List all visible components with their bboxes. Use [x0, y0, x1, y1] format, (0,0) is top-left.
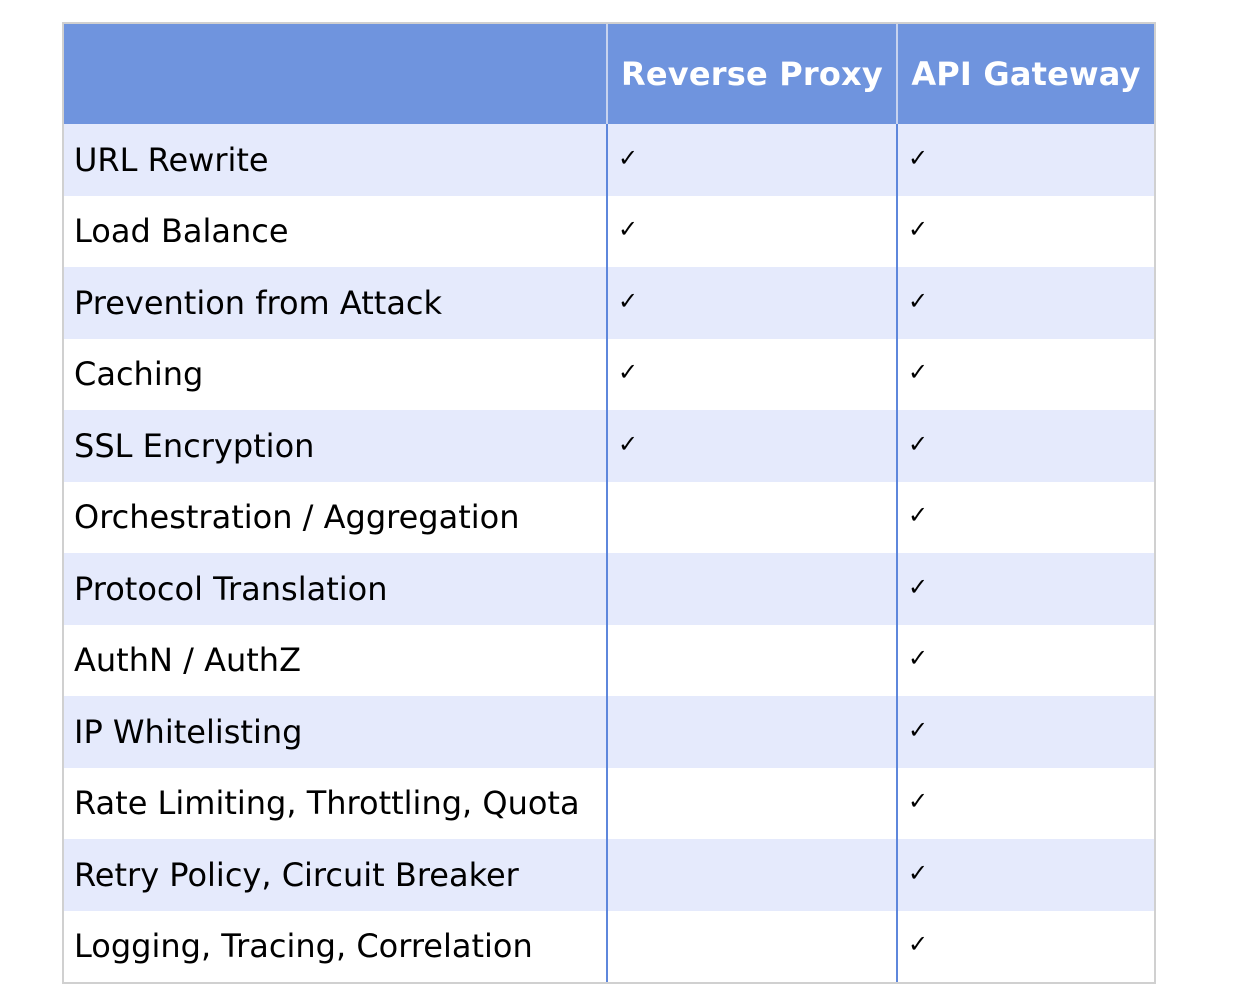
api-gateway-check: ✓ — [897, 196, 1154, 268]
table-header — [64, 24, 1154, 124]
table-row — [64, 553, 1154, 625]
api-gateway-check: ✓ — [897, 482, 1154, 554]
table-body — [64, 124, 1154, 982]
api-gateway-check: ✓ — [897, 911, 1154, 983]
reverse-proxy-check — [607, 696, 897, 768]
api-gateway-check: ✓ — [897, 410, 1154, 482]
reverse-proxy-check: ✓ — [607, 410, 897, 482]
feature-cell: Retry Policy, Circuit Breaker — [74, 855, 519, 894]
reverse-proxy-check — [607, 482, 897, 554]
table-row — [64, 911, 1154, 983]
feature-cell: SSL Encryption — [74, 426, 315, 465]
table-row — [64, 839, 1154, 911]
reverse-proxy-check — [607, 553, 897, 625]
reverse-proxy-check — [607, 768, 897, 840]
table-row — [64, 196, 1154, 268]
api-gateway-check: ✓ — [897, 625, 1154, 697]
api-gateway-check: ✓ — [897, 339, 1154, 411]
api-gateway-check: ✓ — [897, 267, 1154, 339]
comparison-table-container — [62, 22, 1156, 984]
table-row — [64, 267, 1154, 339]
table-row — [64, 339, 1154, 411]
feature-cell: Caching — [74, 355, 204, 394]
reverse-proxy-check: ✓ — [607, 196, 897, 268]
table-row — [64, 768, 1154, 840]
api-gateway-check: ✓ — [897, 696, 1154, 768]
reverse-proxy-check: ✓ — [607, 267, 897, 339]
api-gateway-check: ✓ — [897, 839, 1154, 911]
reverse-proxy-check: ✓ — [607, 124, 897, 196]
feature-cell: Prevention from Attack — [74, 283, 443, 322]
table-row — [64, 696, 1154, 768]
feature-cell: Load Balance — [74, 212, 289, 251]
comparison-table — [64, 24, 1154, 982]
header-api-gateway: API Gateway — [911, 55, 1141, 93]
feature-cell: Rate Limiting, Throttling, Quota — [74, 784, 580, 823]
header-reverse-proxy: Reverse Proxy — [607, 24, 897, 124]
header-feature — [64, 24, 607, 124]
reverse-proxy-check: ✓ — [607, 339, 897, 411]
feature-cell: AuthN / AuthZ — [74, 641, 301, 680]
feature-cell: IP Whitelisting — [74, 712, 303, 751]
table-row — [64, 124, 1154, 196]
feature-cell: Logging, Tracing, Correlation — [74, 927, 533, 966]
header-row — [64, 24, 1154, 124]
table-row — [64, 482, 1154, 554]
reverse-proxy-check — [607, 911, 897, 983]
feature-cell: URL Rewrite — [74, 140, 269, 179]
feature-cell: Orchestration / Aggregation — [74, 498, 520, 537]
api-gateway-check: ✓ — [897, 768, 1154, 840]
api-gateway-check: ✓ — [897, 124, 1154, 196]
table-row — [64, 410, 1154, 482]
reverse-proxy-check — [607, 839, 897, 911]
feature-cell: Protocol Translation — [74, 569, 388, 608]
api-gateway-check: ✓ — [897, 553, 1154, 625]
reverse-proxy-check — [607, 625, 897, 697]
table-row — [64, 625, 1154, 697]
